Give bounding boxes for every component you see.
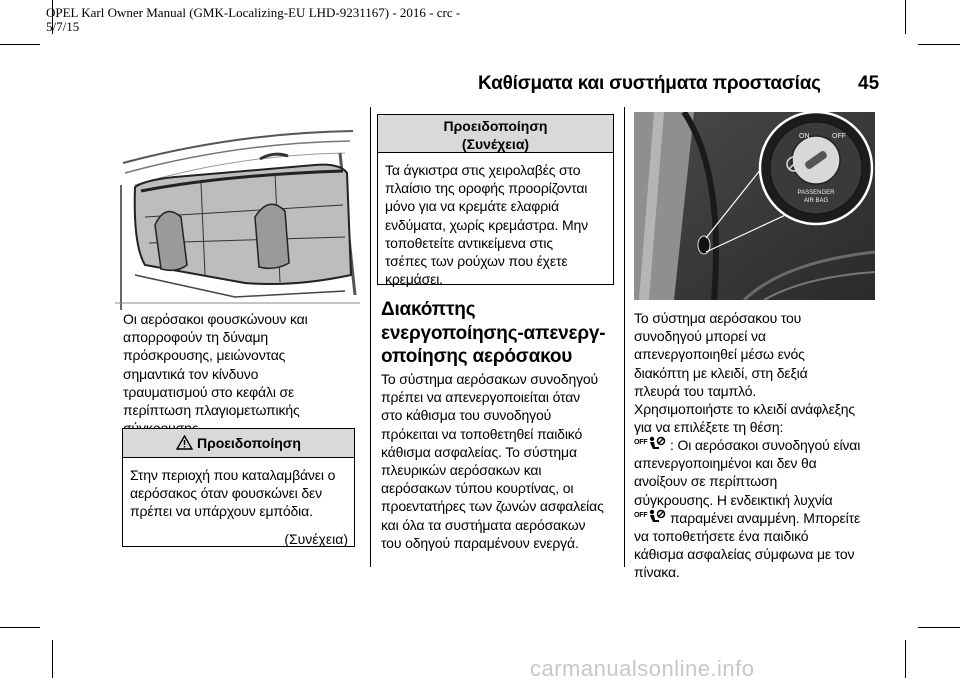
text-line: Οι αερόσακοι φουσκώνουν και bbox=[123, 311, 308, 327]
section-title: Καθίσματα και συστήματα προστασίας bbox=[478, 73, 821, 94]
watermark: carmanualsonline.info bbox=[530, 656, 755, 681]
text-line: σημαντικά τον κίνδυνο bbox=[123, 365, 259, 382]
text-line: τοποθετείτε αντικείμενα στις bbox=[385, 234, 553, 251]
warning-header bbox=[123, 429, 354, 458]
crop-mark bbox=[0, 627, 40, 628]
switch-off-label: OFF bbox=[832, 133, 846, 140]
text-line: πλευρά του ταμπλό. bbox=[634, 382, 757, 399]
warning-title: Προειδοποίηση bbox=[196, 435, 301, 451]
text-line: αερόσακων τύπου κουρτίνας, οι bbox=[381, 480, 574, 497]
warning-subtitle: (Συνέχεια) bbox=[461, 136, 530, 152]
text-line: απορροφούν τη δύναμη bbox=[123, 329, 269, 346]
crop-mark bbox=[905, 0, 906, 34]
text-line: κρεμάσει. bbox=[385, 271, 443, 288]
text-line: συνοδηγού μπορεί να bbox=[634, 328, 766, 345]
text-line: πρέπει να απενεργοποιείται όταν bbox=[381, 389, 581, 406]
text-line: απενεργοποιημένοι και δεν θα bbox=[634, 455, 817, 472]
text-line: κάθισμα ασφαλείας σύμφωνα με τον bbox=[634, 546, 855, 563]
column-divider bbox=[624, 107, 625, 567]
text-line bbox=[634, 436, 879, 454]
text-line: Το σύστημα αερόσακου του bbox=[634, 310, 802, 326]
col1-warning-box bbox=[122, 428, 355, 547]
text-line: σύγκρουσης. Η ενδεικτική λυχνία bbox=[634, 491, 833, 508]
col2-paragraph bbox=[381, 370, 621, 552]
section-heading bbox=[381, 298, 621, 369]
text-line: προεντατήρες των ζωνών ασφαλείας bbox=[381, 498, 604, 515]
continued-label: (Συνέχεια) bbox=[284, 530, 348, 547]
text-line: του οδηγού παραμένουν ενεργά. bbox=[381, 534, 579, 551]
switch-caption-line1: PASSENGER bbox=[797, 190, 835, 196]
text-line: κάθισμα ασφαλείας. Το σύστημα bbox=[381, 443, 577, 460]
text-line: πλευρικών αερόσακων και bbox=[381, 462, 542, 479]
text-line: απενεργοποιηθεί μέσω ενός bbox=[634, 346, 805, 363]
text-line: Χρησιμοποιήστε το κλειδί ανάφλεξης bbox=[634, 401, 856, 417]
document-header-line2: 5/7/15 bbox=[46, 19, 80, 34]
col3-paragraph-2 bbox=[634, 400, 879, 436]
text-line: να τοποθετήσετε ένα παιδικό bbox=[634, 528, 809, 545]
heading-line: Διακόπτης bbox=[381, 299, 476, 320]
text-line-content: παραμένει αναμμένη. Μπορείτε bbox=[670, 509, 861, 526]
warning-header bbox=[378, 115, 613, 153]
crop-mark bbox=[905, 640, 906, 678]
text-line-content: : Οι αερόσακοι συνοδηγού είναι bbox=[670, 437, 861, 453]
document-header bbox=[46, 6, 526, 34]
col1-paragraph bbox=[123, 310, 363, 437]
car-interior-illustration bbox=[115, 125, 360, 310]
text-line: πρέπει να υπάρχουν εμπόδια. bbox=[130, 503, 313, 520]
crop-mark bbox=[0, 44, 40, 45]
text-line: αερόσακος όταν φουσκώνει δεν bbox=[130, 485, 322, 502]
page-number: 45 bbox=[858, 73, 880, 94]
text-line: ενδύματα, χωρίς κρεμάστρα. Μην bbox=[385, 216, 588, 233]
text-line: πρόκειται να τοποθετηθεί παιδικό bbox=[381, 425, 583, 442]
text-line: πίνακα. bbox=[634, 564, 680, 581]
text-line bbox=[634, 509, 879, 527]
warning-body bbox=[123, 458, 354, 521]
column-divider bbox=[370, 107, 371, 567]
document-header-line1: OPEL Karl Owner Manual (GMK-Localizing-EU LHD-9231167) - 2016 - crc - bbox=[46, 5, 461, 20]
airbag-off-icon bbox=[634, 438, 670, 452]
warning-title: Προειδοποίηση bbox=[443, 118, 548, 134]
text-line: πρόσκρουσης, μειώνοντας bbox=[123, 347, 286, 364]
text-line: για να επιλέξετε τη θέση: bbox=[634, 419, 784, 436]
text-line: διακόπτη με κλειδί, στη δεξιά bbox=[634, 364, 808, 381]
text-line: ανοίξουν σε περίπτωση bbox=[634, 473, 778, 490]
col3-paragraph-1 bbox=[634, 309, 879, 400]
airbag-switch-photo bbox=[634, 112, 875, 300]
switch-on-label: ON bbox=[799, 133, 810, 140]
col3-paragraph-3 bbox=[634, 436, 879, 582]
airbag-off-icon-label: OFF bbox=[634, 511, 648, 519]
text-line: μόνο για να κρεμάτε ελαφριά bbox=[385, 198, 559, 215]
text-line: Το σύστημα αερόσακων συνοδηγού bbox=[381, 371, 599, 387]
text-line: πλαίσιο της οροφής προορίζονται bbox=[385, 180, 588, 197]
crop-mark bbox=[918, 627, 960, 628]
text-line: στο κάθισμα του συνοδηγού bbox=[381, 407, 552, 424]
warning-triangle-icon bbox=[176, 435, 193, 450]
text-line: Στην περιοχή που καταλαμβάνει ο bbox=[130, 467, 336, 483]
crop-mark bbox=[52, 640, 53, 678]
text-line: και όλα τα συστήματα αερόσακων bbox=[381, 516, 586, 533]
col2-warning-box bbox=[377, 114, 614, 288]
airbag-off-icon bbox=[634, 511, 670, 525]
airbag-off-icon-label: OFF bbox=[634, 439, 648, 446]
heading-line: οποίησης αερόσακου bbox=[381, 346, 573, 367]
text-line: τραυματισμού στο κεφάλι σε bbox=[123, 383, 295, 400]
text-line: Τα άγκιστρα στις χειρολαβές στο bbox=[385, 162, 581, 178]
text-line: περίπτωση πλαγιομετωπικής bbox=[123, 402, 300, 419]
heading-line: ενεργοποίησης-απενεργ- bbox=[381, 322, 606, 344]
text-line: τσέπες των ρούχων που έχετε bbox=[385, 253, 568, 270]
switch-caption-line2: AIR BAG bbox=[803, 198, 829, 204]
warning-body bbox=[378, 153, 613, 288]
crop-mark bbox=[918, 44, 960, 45]
